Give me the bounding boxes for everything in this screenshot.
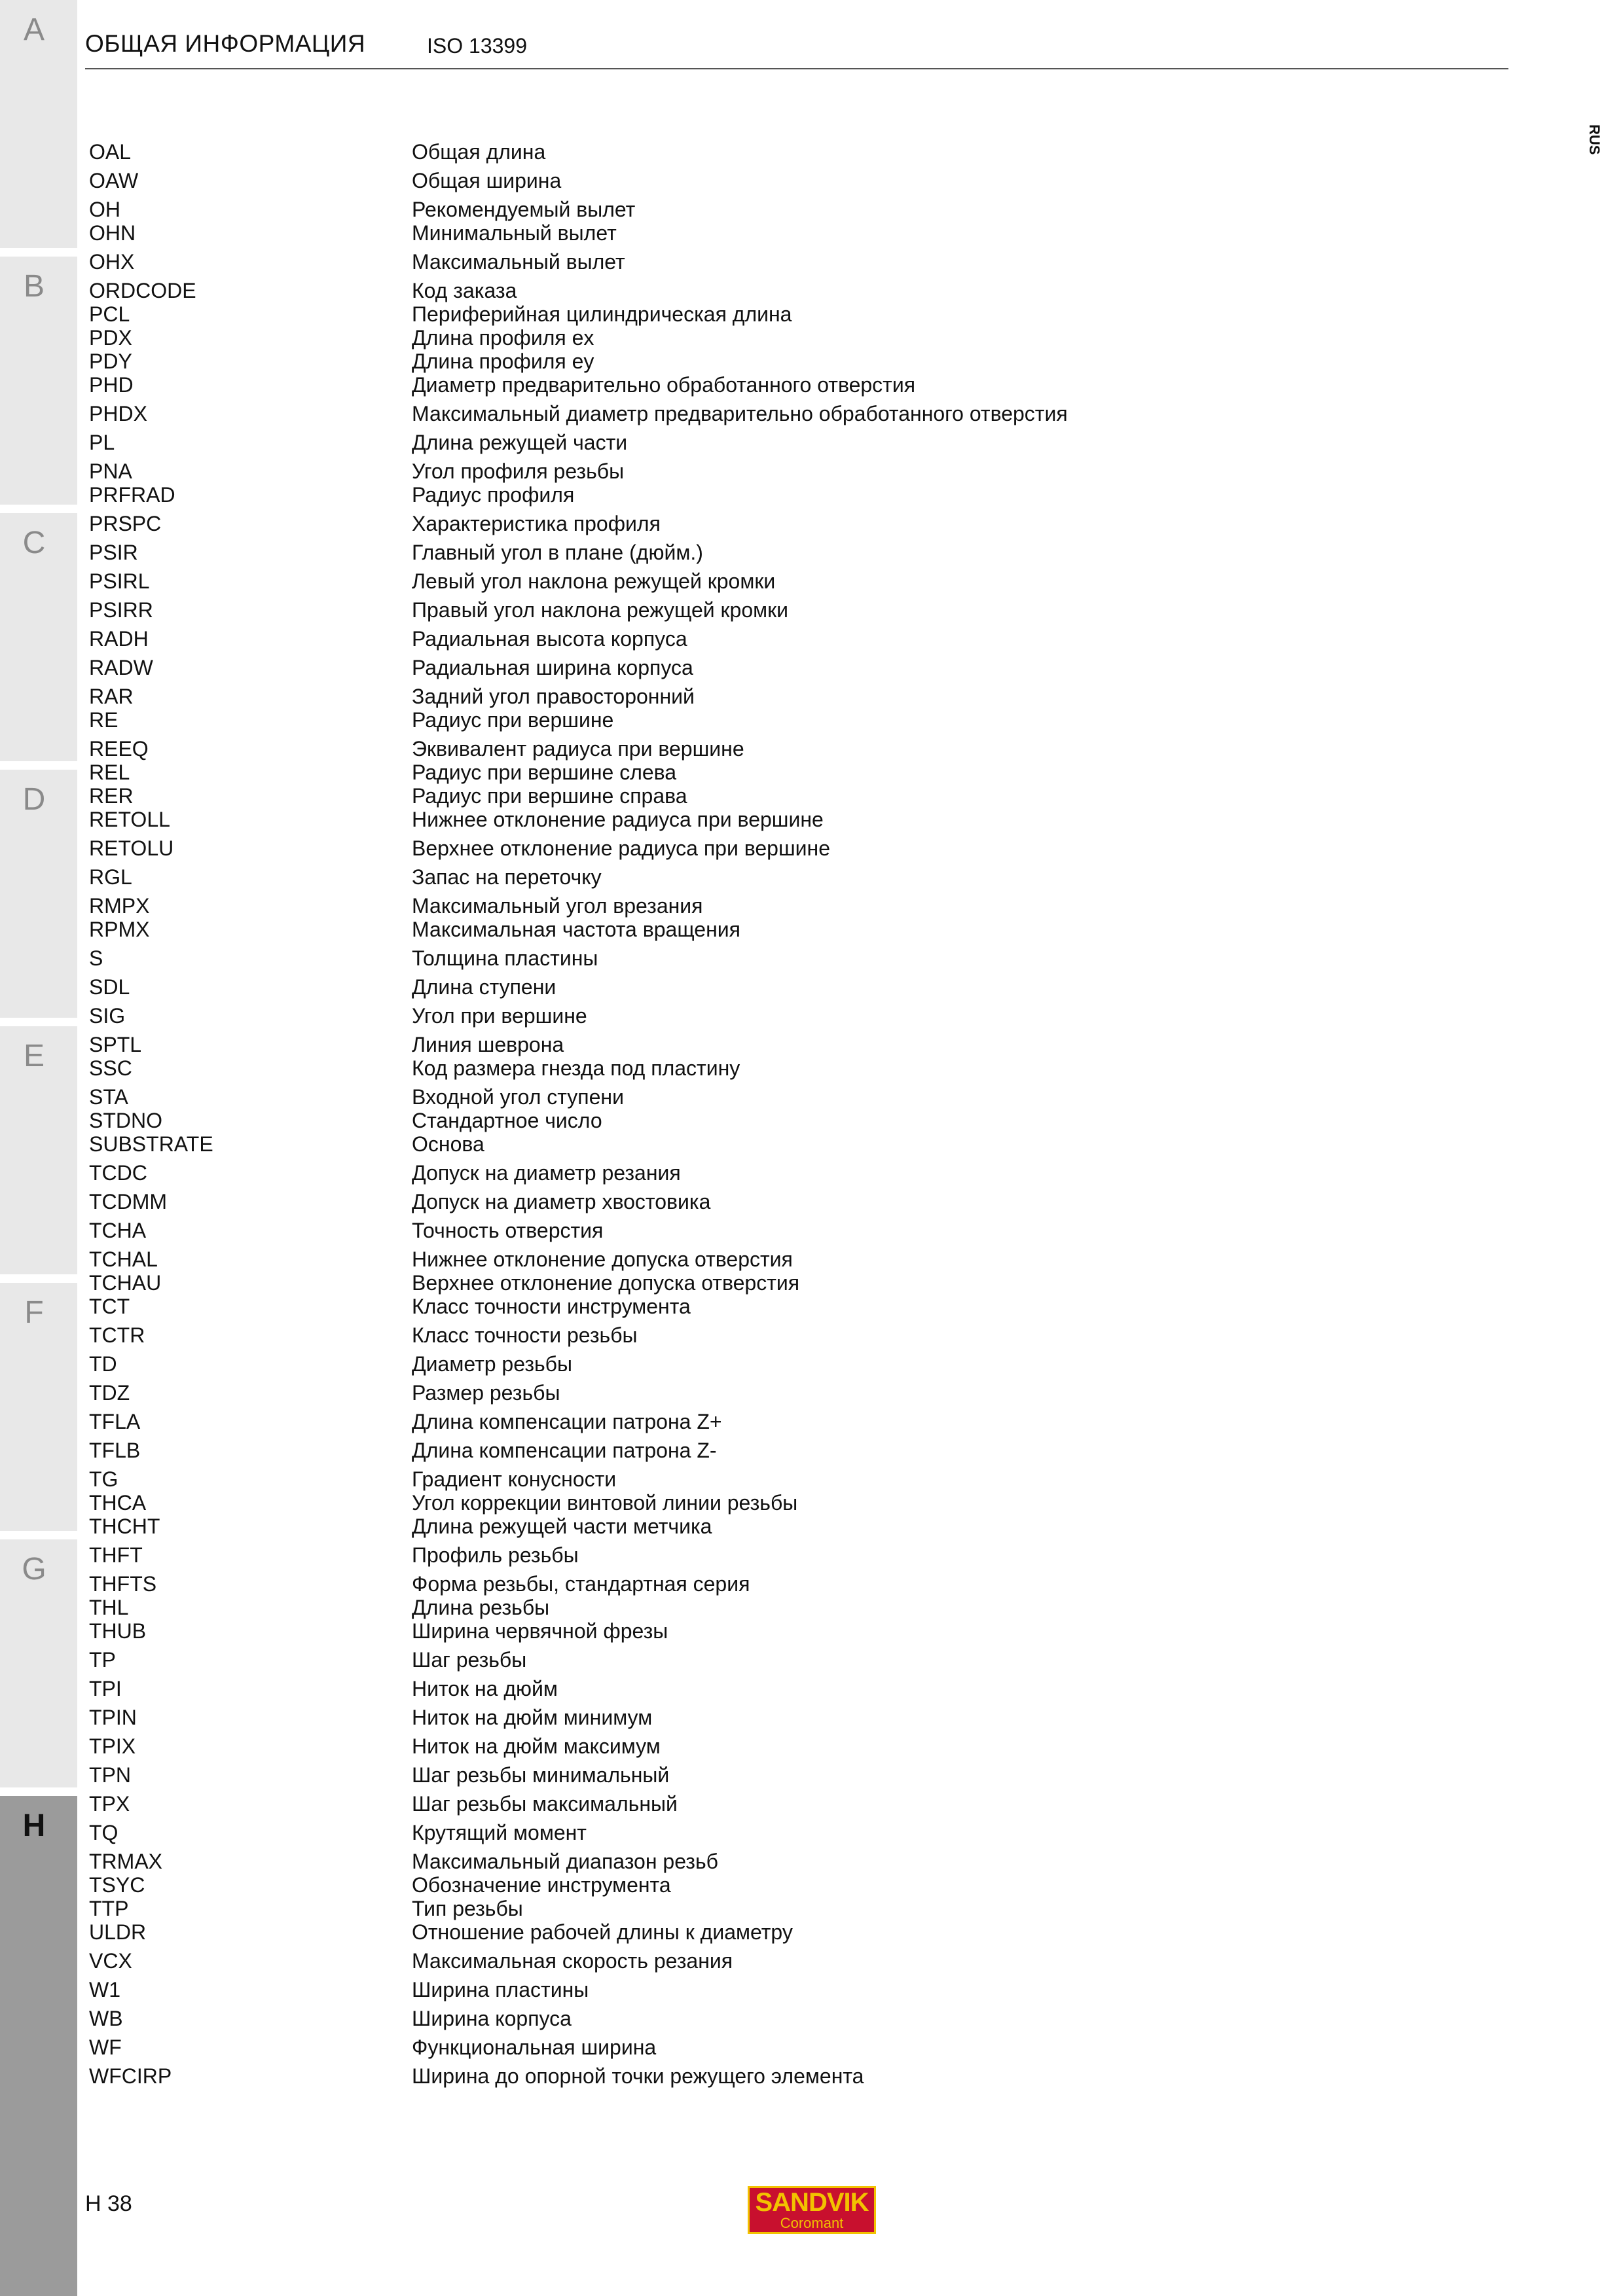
glossary-row (0, 1596, 1506, 1622)
glossary-description: Точность отверстия (412, 1219, 604, 1242)
glossary-description: Максимальный вылет (412, 250, 625, 274)
glossary-code: OH (89, 198, 120, 221)
glossary-row (0, 1897, 1506, 1923)
glossary-code: SPTL (89, 1033, 142, 1056)
glossary-description: Градиент конусности (412, 1467, 617, 1491)
glossary-row (0, 708, 1506, 734)
glossary-description: Ниток на дюйм (412, 1677, 558, 1700)
glossary-description: Радиус при вершине (412, 708, 614, 732)
glossary-row (0, 1381, 1506, 1407)
glossary-code: PDX (89, 326, 132, 350)
glossary-code: TG (89, 1467, 119, 1491)
glossary-row (0, 1543, 1506, 1570)
glossary-code: PSIRR (89, 598, 153, 622)
glossary-row (0, 1619, 1506, 1645)
glossary-row (0, 2064, 1506, 2090)
glossary-description: Шаг резьбы минимальный (412, 1763, 670, 1787)
glossary-row (0, 865, 1506, 891)
glossary-description: Крутящий момент (412, 1821, 587, 1844)
glossary-code: REL (89, 761, 130, 784)
glossary-row (0, 737, 1506, 763)
glossary-row (0, 326, 1506, 352)
glossary-row (0, 1190, 1506, 1216)
glossary-row (0, 221, 1506, 247)
glossary-code: WF (89, 2036, 122, 2059)
glossary-row (0, 836, 1506, 863)
page-title: ОБЩАЯ ИНФОРМАЦИЯ (85, 30, 366, 57)
logo-sub-text: Coromant (780, 2215, 844, 2231)
glossary-description: Радиальная высота корпуса (412, 627, 687, 651)
glossary-code: THCHT (89, 1515, 160, 1538)
glossary-code: THFTS (89, 1572, 157, 1596)
glossary-code: TCDC (89, 1161, 147, 1185)
glossary-code: PL (89, 431, 115, 454)
glossary-code: PCL (89, 302, 130, 326)
glossary-code: RAR (89, 685, 134, 708)
glossary-code: THCA (89, 1491, 147, 1515)
glossary-row (0, 1792, 1506, 1818)
glossary-code: RGL (89, 865, 132, 889)
glossary-code: STDNO (89, 1109, 162, 1132)
glossary-row (0, 402, 1506, 428)
section-tab-letter: F (24, 1295, 44, 1330)
glossary-code: TCDMM (89, 1190, 168, 1213)
glossary-description: Угол при вершине (412, 1004, 587, 1028)
glossary-description: Линия шеврона (412, 1033, 564, 1056)
glossary-code: TDZ (89, 1381, 130, 1405)
glossary-row (0, 1978, 1506, 2004)
standard-label: ISO 13399 (427, 34, 527, 58)
glossary-description: Профиль резьбы (412, 1543, 579, 1567)
section-tab-letter: A (23, 12, 45, 47)
glossary-row (0, 302, 1506, 329)
language-label: RUS (1586, 124, 1603, 155)
glossary-row (0, 1515, 1506, 1541)
glossary-description: Длина компенсации патрона Z- (412, 1439, 717, 1462)
glossary-description: Радиальная ширина корпуса (412, 656, 693, 679)
glossary-code: RMPX (89, 894, 150, 918)
glossary-description: Длина профиля ey (412, 350, 594, 373)
glossary-code: SSC (89, 1056, 132, 1080)
glossary-code: THFT (89, 1543, 143, 1567)
glossary-description: Общая ширина (412, 169, 562, 192)
glossary-code: SIG (89, 1004, 126, 1028)
glossary-code: STA (89, 1085, 128, 1109)
glossary-row (0, 483, 1506, 509)
glossary-description: Нижнее отклонение радиуса при вершине (412, 808, 824, 831)
section-tab-letter: G (22, 1552, 46, 1587)
glossary-row (0, 250, 1506, 276)
glossary-row (0, 1247, 1506, 1274)
glossary-row (0, 1410, 1506, 1436)
section-tab-letter: H (22, 1808, 46, 1843)
glossary-row (0, 1763, 1506, 1789)
glossary-code: ULDR (89, 1920, 147, 1944)
glossary-row (0, 1734, 1506, 1761)
sandvik-coromant-logo (748, 2186, 876, 2234)
glossary-row (0, 1873, 1506, 1899)
glossary-code: PRFRAD (89, 483, 175, 507)
glossary-description: Длина режущей части (412, 431, 628, 454)
glossary-code: THUB (89, 1619, 147, 1643)
glossary-row (0, 1161, 1506, 1187)
glossary-row (0, 1706, 1506, 1732)
glossary-code: RADW (89, 656, 153, 679)
glossary-description: Радиус профиля (412, 483, 575, 507)
glossary-description: Шаг резьбы максимальный (412, 1792, 678, 1816)
glossary-row (0, 569, 1506, 596)
glossary-description: Максимальная скорость резания (412, 1949, 733, 1973)
glossary-description: Код размера гнезда под пластину (412, 1056, 740, 1080)
glossary-description: Диаметр предварительно обработанного отверстия (412, 373, 916, 397)
glossary-row (0, 1677, 1506, 1703)
glossary-description: Характеристика профиля (412, 512, 661, 535)
glossary-row (0, 1219, 1506, 1245)
glossary-code: TCTR (89, 1323, 145, 1347)
glossary-row (0, 1949, 1506, 1975)
glossary-code: WFCIRP (89, 2064, 172, 2088)
glossary-row (0, 2036, 1506, 2062)
glossary-code: TPI (89, 1677, 122, 1700)
glossary-description: Ниток на дюйм максимум (412, 1734, 661, 1758)
section-tab-letter: C (22, 526, 46, 560)
glossary-description: Толщина пластины (412, 946, 598, 970)
glossary-row (0, 198, 1506, 224)
glossary-row (0, 627, 1506, 653)
glossary-description: Периферийная цилиндрическая длина (412, 302, 792, 326)
glossary-code: TPIX (89, 1734, 136, 1758)
glossary-code: OAL (89, 140, 132, 164)
glossary-code: TCHA (89, 1219, 147, 1242)
glossary-row (0, 1352, 1506, 1378)
glossary-description: Максимальная частота вращения (412, 918, 740, 941)
glossary-code: PSIRL (89, 569, 150, 593)
glossary-code: S (89, 946, 103, 970)
glossary-row (0, 140, 1506, 166)
glossary-row (0, 1467, 1506, 1494)
glossary-description: Размер резьбы (412, 1381, 560, 1405)
glossary-description: Отношение рабочей длины к диаметру (412, 1920, 793, 1944)
glossary-description: Общая длина (412, 140, 546, 164)
glossary-code: TFLA (89, 1410, 141, 1433)
glossary-description: Шаг резьбы (412, 1648, 527, 1672)
glossary-code: TP (89, 1648, 116, 1672)
glossary-code: SUBSTRATE (89, 1132, 213, 1156)
glossary-description: Рекомендуемый вылет (412, 198, 636, 221)
glossary-row (0, 975, 1506, 1001)
glossary-code: PSIR (89, 541, 138, 564)
glossary-row (0, 1850, 1506, 1876)
section-tab-letter: E (23, 1039, 45, 1073)
glossary-code: PDY (89, 350, 132, 373)
glossary-row (0, 1132, 1506, 1158)
glossary-row (0, 279, 1506, 305)
glossary-row (0, 808, 1506, 834)
glossary-description: Запас на переточку (412, 865, 602, 889)
glossary-row (0, 541, 1506, 567)
glossary-code: OHN (89, 221, 136, 245)
glossary-row (0, 431, 1506, 457)
glossary-code: TFLB (89, 1439, 141, 1462)
glossary-row (0, 350, 1506, 376)
glossary-description: Допуск на диаметр хвостовика (412, 1190, 711, 1213)
glossary-description: Угол профиля резьбы (412, 459, 625, 483)
glossary-description: Ширина червячной фрезы (412, 1619, 668, 1643)
glossary-code: TRMAX (89, 1850, 162, 1873)
glossary-description: Нижнее отклонение допуска отверстия (412, 1247, 793, 1271)
glossary-description: Диаметр резьбы (412, 1352, 572, 1376)
glossary-code: WB (89, 2007, 123, 2030)
glossary-code: TCHAL (89, 1247, 158, 1271)
glossary-description: Угол коррекции винтовой линии резьбы (412, 1491, 798, 1515)
page-number: H 38 (85, 2191, 132, 2216)
glossary-description: Максимальный угол врезания (412, 894, 703, 918)
glossary-description: Длина профиля ex (412, 326, 594, 350)
glossary-code: RE (89, 708, 119, 732)
glossary-code: OAW (89, 169, 139, 192)
glossary-code: TTP (89, 1897, 129, 1920)
section-tab-letter: B (23, 269, 45, 304)
glossary-description: Минимальный вылет (412, 221, 617, 245)
glossary-row (0, 1295, 1506, 1321)
glossary-description: Класс точности резьбы (412, 1323, 638, 1347)
glossary-description: Левый угол наклона режущей кромки (412, 569, 776, 593)
glossary-code: TD (89, 1352, 117, 1376)
glossary-row (0, 512, 1506, 538)
glossary-description: Допуск на диаметр резания (412, 1161, 681, 1185)
glossary-code: ORDCODE (89, 279, 196, 302)
glossary-description: Функциональная ширина (412, 2036, 657, 2059)
glossary-row (0, 1648, 1506, 1674)
glossary-code: PNA (89, 459, 132, 483)
glossary-row (0, 373, 1506, 399)
glossary-description: Ширина до опорной точки режущего элемента (412, 2064, 864, 2088)
glossary-row (0, 656, 1506, 682)
glossary-code: RETOLL (89, 808, 170, 831)
glossary-row (0, 1033, 1506, 1059)
glossary-description: Тип резьбы (412, 1897, 523, 1920)
glossary-description: Ширина корпуса (412, 2007, 572, 2030)
glossary-code: TCHAU (89, 1271, 162, 1295)
glossary-row (0, 1004, 1506, 1030)
glossary-description: Эквивалент радиуса при вершине (412, 737, 744, 761)
glossary-description: Радиус при вершине слева (412, 761, 677, 784)
glossary-code: TPX (89, 1792, 130, 1816)
glossary-row (0, 1821, 1506, 1847)
glossary-row (0, 1271, 1506, 1297)
glossary-description: Форма резьбы, стандартная серия (412, 1572, 750, 1596)
glossary-description: Класс точности инструмента (412, 1295, 691, 1318)
glossary-row (0, 1323, 1506, 1350)
glossary-code: W1 (89, 1978, 120, 2001)
glossary-code: PHD (89, 373, 134, 397)
glossary-description: Верхнее отклонение допуска отверстия (412, 1271, 800, 1295)
glossary-code: PRSPC (89, 512, 162, 535)
glossary-row (0, 784, 1506, 810)
glossary-description: Длина резьбы (412, 1596, 550, 1619)
glossary-code: OHX (89, 250, 135, 274)
glossary-code: TQ (89, 1821, 119, 1844)
glossary-description: Ниток на дюйм минимум (412, 1706, 653, 1729)
section-tab-letter: D (22, 782, 46, 817)
glossary-code: RETOLU (89, 836, 174, 860)
glossary-code: PHDX (89, 402, 147, 425)
glossary-code: REEQ (89, 737, 149, 761)
glossary-row (0, 918, 1506, 944)
glossary-row (0, 459, 1506, 486)
glossary-description: Входной угол ступени (412, 1085, 624, 1109)
glossary-description: Длина ступени (412, 975, 556, 999)
glossary-row (0, 1491, 1506, 1517)
glossary-description: Верхнее отклонение радиуса при вершине (412, 836, 830, 860)
glossary-description: Основа (412, 1132, 484, 1156)
glossary-description: Правый угол наклона режущей кромки (412, 598, 788, 622)
glossary-code: TPN (89, 1763, 131, 1787)
glossary-code: RER (89, 784, 134, 808)
glossary-row (0, 894, 1506, 920)
glossary-description: Максимальный диаметр предварительно обработанного отверстия (412, 402, 1068, 425)
glossary-code: THL (89, 1596, 129, 1619)
glossary-description: Обозначение инструмента (412, 1873, 671, 1897)
glossary-code: RPMX (89, 918, 150, 941)
glossary-row (0, 598, 1506, 624)
glossary-description: Длина режущей части метчика (412, 1515, 712, 1538)
glossary-description: Главный угол в плане (дюйм.) (412, 541, 703, 564)
glossary-code: VCX (89, 1949, 132, 1973)
glossary-description: Радиус при вершине справа (412, 784, 687, 808)
glossary-description: Максимальный диапазон резьб (412, 1850, 718, 1873)
glossary-description: Ширина пластины (412, 1978, 589, 2001)
glossary-code: SDL (89, 975, 130, 999)
glossary-code: TSYC (89, 1873, 145, 1897)
glossary-row (0, 1572, 1506, 1598)
glossary-code: TCT (89, 1295, 130, 1318)
glossary-code: RADH (89, 627, 149, 651)
glossary-row (0, 1056, 1506, 1083)
glossary-code: TPIN (89, 1706, 137, 1729)
header-divider (85, 68, 1508, 69)
glossary-row (0, 946, 1506, 973)
logo-brand-text: SANDVIK (755, 2188, 869, 2217)
glossary-description: Код заказа (412, 279, 517, 302)
glossary-description: Задний угол правосторонний (412, 685, 695, 708)
glossary-row (0, 2007, 1506, 2033)
glossary-row (0, 1920, 1506, 1946)
glossary-row (0, 1109, 1506, 1135)
glossary-row (0, 1085, 1506, 1111)
glossary-row (0, 761, 1506, 787)
glossary-description: Стандартное число (412, 1109, 602, 1132)
glossary-description: Длина компенсации патрона Z+ (412, 1410, 722, 1433)
glossary-row (0, 685, 1506, 711)
glossary-row (0, 169, 1506, 195)
glossary-row (0, 1439, 1506, 1465)
